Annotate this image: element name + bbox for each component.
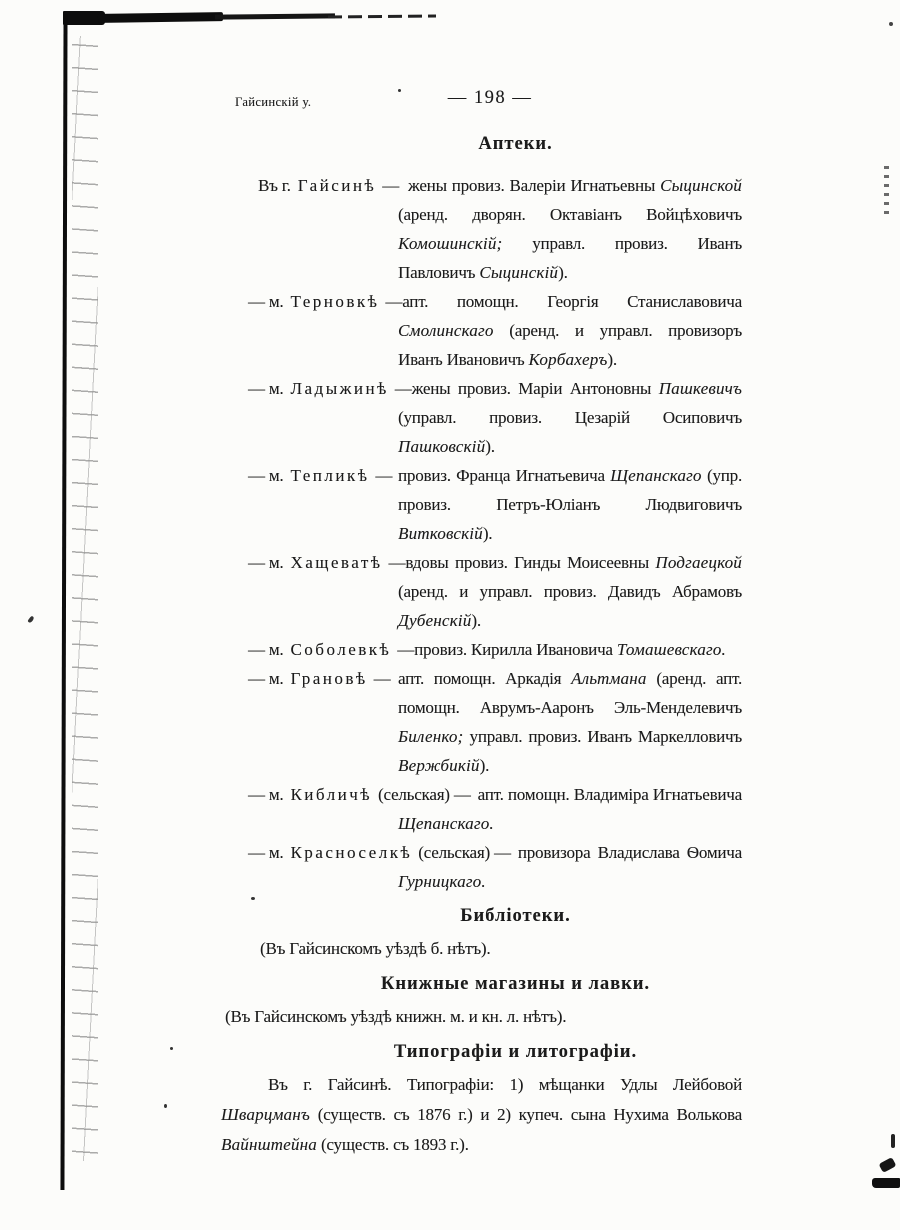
entry-text: жены провиз. Маріи Антоновны [411,379,659,398]
entry-text: (аренд. и управл. провиз. Давидъ Абрамовъ [398,582,742,601]
entry-text: апт. помощн. Владиміра Игнатьевича [477,785,742,804]
entry-lead-dash: (сельская) — [378,785,471,804]
pharmacy-entry [221,635,742,664]
entry-text: ). [485,437,495,456]
section-heading-printing-houses: Типографіи и литографіи. [393,1042,638,1062]
scan-artifact-corner-mark [879,1157,897,1173]
entry-text: (аренд. дворян. Октавіанъ Войцѣховичъ [398,205,742,224]
pharmacy-entry [221,838,742,896]
surname-italic: Пашковскій [398,437,486,456]
place-name: Красноселкѣ [290,843,413,862]
entry-text: провиз. Франца Игнатьевича [398,466,611,485]
surname-italic: Комошинскій; [398,234,503,253]
page-number: — 198 — [447,88,533,108]
page-header [221,88,742,114]
pharmacy-entry [221,287,742,374]
entry-lead [248,374,412,403]
entry-lead [248,664,398,693]
surname-italic: Альтмана [571,669,647,688]
scan-speck [164,1104,167,1108]
surname-italic: Смолинскаго [398,321,494,340]
pharmacy-entry [221,171,742,287]
libraries-note: (Въ Гайсинскомъ уѣздѣ б. нѣтъ). [260,939,491,958]
section-heading-pharmacies: Аптеки. [478,134,553,154]
pharmacy-entry [221,548,742,635]
entry-lead-prefix: — м. [248,292,284,311]
surname-italic: Шварцманъ [221,1105,310,1124]
entry-text: ). [558,263,568,282]
entry-lead-prefix: — м. [248,669,284,688]
entry-text: ). [482,524,493,543]
place-name: Кибличѣ [290,785,372,804]
pharmacy-entry [221,374,742,461]
bookshops-note: (Въ Гайсинскомъ уѣздѣ книжн. м. и кн. л. нѣтъ). [225,1007,567,1026]
scan-artifact-corner-mark [872,1178,900,1188]
entry-text: (аренд. апт. помощн. Аврумъ-Ааронъ Эль-Менделевичъ [398,669,742,717]
surname-italic: Гурницкаго. [398,872,486,891]
section-heading-bookshops: Книжные магазины и лавки. [380,974,651,994]
entry-lead [258,171,408,200]
scan-artifact-binding-line [60,14,67,1190]
entry-lead-prefix: Въ г. [258,176,291,195]
paragraph-text: (существ. съ 1893 г.). [316,1135,469,1154]
entry-lead [248,838,511,867]
pharmacy-entry [221,461,742,548]
entry-lead-dash: — [397,640,415,659]
scan-artifact-top-band [328,15,436,19]
entry-lead [248,461,398,490]
surname-italic: Щепанскаго. [398,814,494,833]
entry-text: вдовы провиз. Гинды Моисеевны [405,553,656,572]
place-name: Тепликѣ [290,466,370,485]
surname-italic: Корбахеръ [528,350,608,369]
paragraph-text: (существ. съ 1876 г.) и 2) купеч. сына Нухима Волькова [309,1105,742,1124]
entry-text: (управл. провиз. Цезарій Осиповичъ [398,408,742,427]
entry-text: ). [479,756,490,775]
entry-text: ). [471,611,481,630]
surname-italic: Томашевскаго. [616,640,726,659]
place-name: Грановѣ [290,669,368,688]
surname-italic: Сыцинскій [479,263,559,282]
entry-text: ). [607,350,617,369]
entry-lead-prefix: — м. [248,553,284,572]
surname-italic: Вайнштейна [221,1135,317,1154]
entry-lead-prefix: — м. [248,379,284,398]
entry-lead-prefix: — м. [248,843,284,862]
entry-text: управл. провиз. Иванъ Маркелловичъ [463,727,742,746]
surname-italic: Пашкевичъ [658,379,742,398]
entry-text: жены провиз. Валеріи Игнатьевны [408,176,661,195]
place-name: Терновкѣ [290,292,380,311]
entry-lead [248,548,405,577]
entry-lead [248,287,402,316]
entry-lead-dash: — [394,379,412,398]
entry-lead-dash: — [382,176,400,195]
place-name: Ладыжинѣ [290,379,389,398]
scan-speck [27,616,34,624]
scan-artifact-top-band [215,13,335,19]
entry-text: апт. помощн. Георгія Станиславовича [402,292,742,311]
entry-lead-dash: — [373,669,391,688]
entry-lead-dash: — [388,553,406,572]
place-name: Хащеватѣ [290,553,383,572]
place-name: Гайсинѣ [297,176,377,195]
entry-text: провиз. Кирилла Ивановича [414,640,617,659]
scan-speck [889,22,893,26]
entry-lead-dash: (сельская) — [418,843,511,862]
running-header: Гайсинскій у. [235,95,312,109]
section-heading-libraries: Библіотеки. [460,906,571,926]
entry-lead-dash: — [385,292,403,311]
pharmacy-entry [221,664,742,780]
entry-lead [248,780,471,809]
surname-italic: Подгаецкой [655,553,742,572]
pharmacy-entry [221,780,742,838]
surname-italic: Биленко; [398,727,464,746]
surname-italic: Витковскій [398,524,483,543]
entry-text: провизора Владислава Ѳомича [517,843,742,862]
entry-lead-prefix: — м. [248,785,284,804]
surname-italic: Вержбикій [398,756,480,775]
surname-italic: Щепанскаго [610,466,702,485]
scan-artifact-top-band [98,12,223,23]
entry-lead-prefix: — м. [248,466,284,485]
scan-artifact-corner-mark [891,1134,895,1148]
entry-lead-prefix: — м. [248,640,284,659]
page-content [221,88,742,1160]
paragraph-text: Въ г. Гайсинѣ. Типографіи: 1) мѣщанки Удлы Лейбовой [268,1075,742,1094]
printing-houses-paragraph [221,1070,742,1160]
entry-text: управл. провиз. Иванъ Павловичъ [398,234,742,282]
entry-text: апт. помощн. Аркадія [398,669,572,688]
surname-italic: Сыцинской [660,176,742,195]
entry-text: (упр. провиз. Петръ-Юліанъ Людвиговичъ [398,466,743,514]
scan-artifact-right-dots [884,166,889,220]
entry-text: (аренд. и управл. провизоръ Иванъ Ивановичъ [398,321,742,369]
entry-lead [248,635,414,664]
scan-artifact-binding-noise [72,36,98,1161]
place-name: Соболевкѣ [290,640,392,659]
scan-speck [170,1047,173,1050]
surname-italic: Дубенскій [398,611,472,630]
entry-lead-dash: — [375,466,393,485]
